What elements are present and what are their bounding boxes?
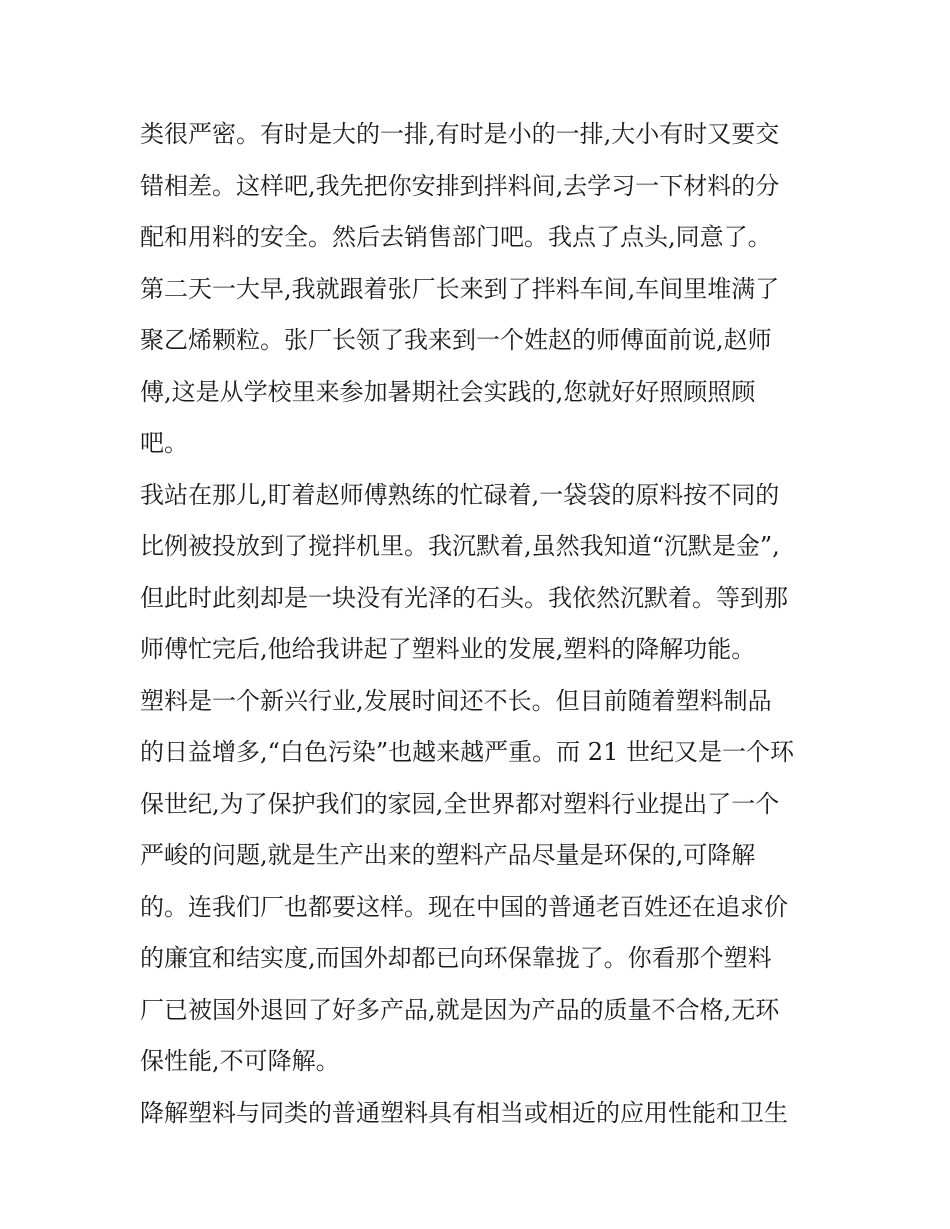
text-line: 塑料是一个新兴行业,发展时间还不长。但目前随着塑料制品 xyxy=(140,686,772,715)
text-line: 聚乙烯颗粒。张厂长领了我来到一个姓赵的师傅面前说,赵师 xyxy=(140,326,772,354)
text-line: 吧。 xyxy=(140,429,188,457)
text-line: 厂已被国外退回了好多产品,就是因为产品的质量不合格,无环 xyxy=(140,995,780,1024)
text-line: 比例被投放到了搅拌机里。我沉默着,虽然我知道“沉默是金”, xyxy=(140,532,780,560)
text-line: 我站在那儿,盯着赵师傅熟练的忙碌着,一袋袋的原料按不同的 xyxy=(140,480,780,509)
text-line: 师傅忙完后,他给我讲起了塑料业的发展,塑料的降解功能。 xyxy=(140,635,756,663)
text-line: 保世纪,为了保护我们的家园,全世界都对塑料行业提出了一个 xyxy=(140,789,780,818)
text-line: 第二天一大早,我就跟着张厂长来到了拌料车间,车间里堆满了 xyxy=(140,274,780,303)
text-line: 类很严密。有时是大的一排,有时是小的一排,大小有时又要交 xyxy=(140,120,780,148)
text-line: 错相差。这样吧,我先把你安排到拌料间,去学习一下材料的分 xyxy=(140,171,780,200)
document-body xyxy=(140,109,820,1139)
text-line: 降解塑料与同类的普通塑料具有相当或相近的应用性能和卫生 xyxy=(140,1098,788,1127)
text-line: 保性能,不可降解。 xyxy=(140,1047,340,1075)
text-line: 的。连我们厂也都要这样。现在中国的普通老百姓还在追求价 xyxy=(140,892,788,921)
text-line: 严峻的问题,就是生产出来的塑料产品尽量是环保的,可降解 xyxy=(140,841,756,869)
text-line: 的日益增多,“白色污染”也越来越严重。而 21 世纪又是一个环 xyxy=(140,738,794,766)
text-line: 傅,这是从学校里来参加暑期社会实践的,您就好好照顾照顾 xyxy=(140,377,756,406)
text-line: 的廉宜和结实度,而国外却都已向环保靠拢了。你看那个塑料 xyxy=(140,944,772,972)
text-line: 配和用料的安全。然后去销售部门吧。我点了点头,同意了。 xyxy=(140,223,772,251)
text-line: 但此时此刻却是一块没有光泽的石头。我依然沉默着。等到那 xyxy=(140,583,788,612)
